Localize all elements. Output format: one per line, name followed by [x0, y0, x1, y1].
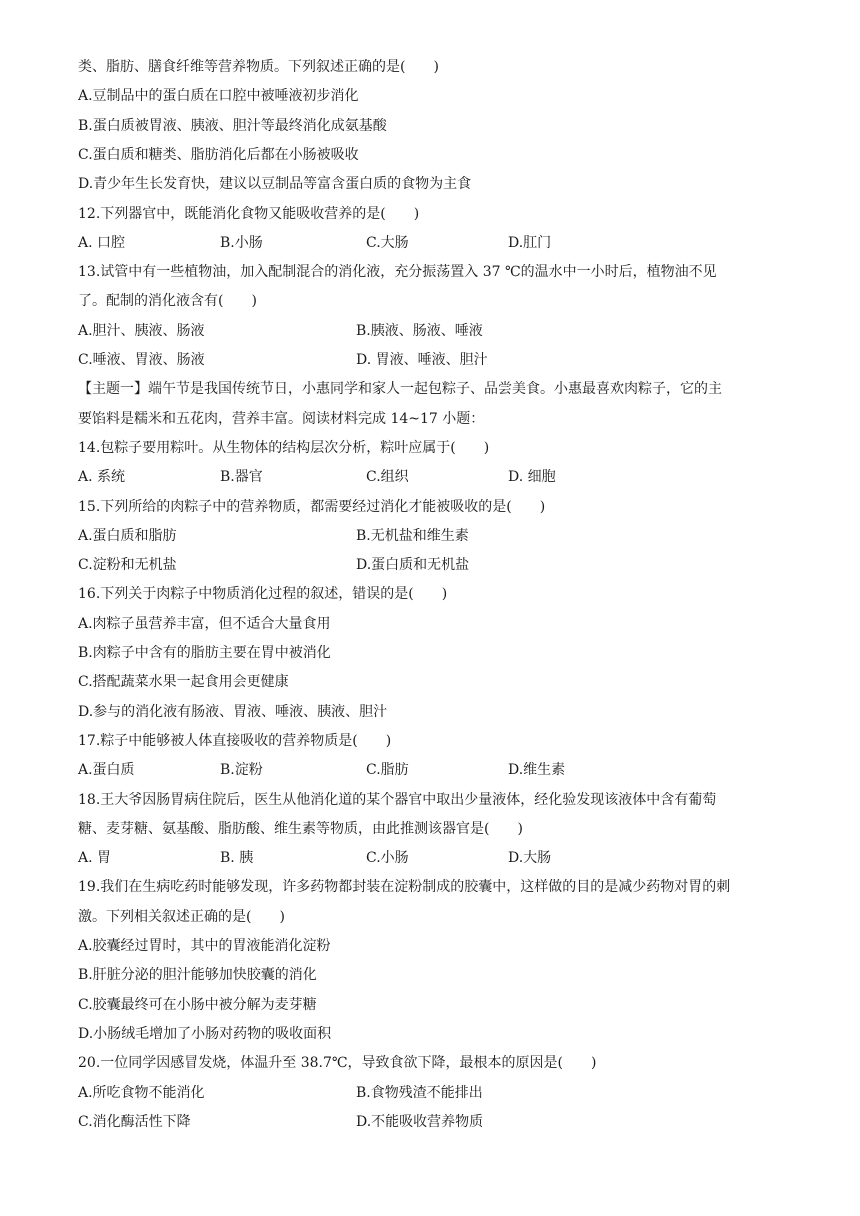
answer-option: C.脂肪 [366, 762, 409, 779]
answer-option: C.小肠 [366, 850, 409, 867]
answer-option: D.蛋白质和无机盐 [356, 557, 470, 574]
text-line: A.豆制品中的蛋白质在口腔中被唾液初步消化 [78, 88, 359, 105]
text-line: 【主题一】端午节是我国传统节日，小惠同学和家人一起包粽子、品尝美食。小惠最喜欢肉粽子，它的主 [78, 381, 722, 398]
text-line: 19.我们在生病吃药时能够发现，许多药物都封装在淀粉制成的胶囊中，这样做的目的是减少药物对胃的刺 [78, 879, 731, 896]
answer-option: D.肛门 [508, 234, 552, 251]
text-line: B.蛋白质被胃液、胰液、胆汁等最终消化成氨基酸 [78, 117, 387, 134]
answer-option: C.淀粉和无机盐 [78, 557, 177, 574]
text-line: C.胶囊最终可在小肠中被分解为麦芽糖 [78, 996, 317, 1013]
answer-option: A. 胃 [78, 850, 112, 867]
text-line: A.肉粽子虽营养丰富，但不适合大量食用 [78, 615, 331, 632]
options-row [78, 350, 790, 370]
text-line: 类、脂肪、膳食纤维等营养物质。下列叙述正确的是( ) [78, 59, 439, 75]
answer-option: B.胰液、肠液、唾液 [356, 322, 483, 339]
text-line: A.胶囊经过胃时，其中的胃液能消化淀粉 [78, 938, 331, 954]
text-line: D.青少年生长发育快，建议以豆制品等富含蛋白质的食物为主食 [78, 176, 472, 193]
text-line: B.肉粽子中含有的脂肪主要在胃中被消化 [78, 645, 331, 661]
text-line: D.参与的消化液有肠液、胃液、唾液、胰液、胆汁 [78, 703, 388, 720]
text-line: B.肝脏分泌的胆汁能够加快胶囊的消化 [78, 967, 317, 984]
answer-option: D.不能吸收营养物质 [356, 1113, 484, 1130]
answer-option: B.小肠 [220, 234, 263, 251]
options-row [78, 321, 790, 341]
text-line: D.小肠绒毛增加了小肠对药物的吸收面积 [78, 1025, 332, 1042]
text-line: 14.包粽子要用粽叶。从生物体的结构层次分析，粽叶应属于( ) [78, 439, 490, 456]
answer-option: C.唾液、胃液、肠液 [78, 352, 205, 368]
options-row [78, 526, 790, 546]
text-line: 16.下列关于肉粽子中物质消化过程的叙述，错误的是( ) [78, 586, 448, 603]
text-line: 20.一位同学因感冒发烧，体温升至 38.7℃，导致食欲下降，最根本的原因是( ) [78, 1055, 597, 1072]
options-row [78, 555, 790, 575]
answer-option: C.大肠 [366, 234, 409, 251]
options-row [78, 233, 790, 253]
text-line: 了。配制的消化液含有( ) [78, 293, 257, 310]
text-line: 15.下列所给的肉粽子中的营养物质，都需要经过消化才能被吸收的是( ) [78, 498, 546, 515]
answer-option: C.消化酶活性下降 [78, 1113, 191, 1130]
text-line: C.搭配蔬菜水果一起食用会更健康 [78, 674, 289, 691]
text-line: 13.试管中有一些植物油，加入配制混合的消化液，充分振荡置入 37 ℃的温水中一小时后，植物油不见 [78, 264, 717, 281]
text-line: 18.王大爷因肠胃病住院后，医生从他消化道的某个器官中取出少量液体，经化验发现该液体中含有葡萄 [78, 791, 717, 808]
options-row [78, 760, 790, 780]
answer-option: A.胆汁、胰液、肠液 [78, 322, 205, 339]
text-line: 12.下列器官中，既能消化食物又能吸收营养的是( ) [78, 205, 420, 222]
answer-option: C.组织 [366, 469, 409, 486]
answer-option: D. 细胞 [508, 469, 556, 486]
text-line: 激。下列相关叙述正确的是( ) [78, 908, 285, 925]
answer-option: D.维生素 [508, 762, 566, 779]
text-line: 糖、麦芽糖、氨基酸、脂肪酸、维生素等物质，由此推测该器官是( ) [78, 820, 523, 837]
answer-option: B.器官 [220, 469, 263, 486]
options-row [78, 1083, 790, 1103]
options-row [78, 848, 790, 868]
options-row [78, 467, 790, 487]
text-line: C.蛋白质和糖类、脂肪消化后都在小肠被吸收 [78, 146, 359, 163]
answer-option: B. 胰 [220, 850, 254, 867]
answer-option: A. 系统 [78, 469, 126, 486]
answer-option: A.蛋白质 [78, 762, 135, 779]
answer-option: B.无机盐和维生素 [356, 527, 469, 544]
options-row [78, 1112, 790, 1132]
answer-option: B.食物残渣不能排出 [356, 1084, 483, 1101]
answer-option: A.所吃食物不能消化 [78, 1084, 205, 1101]
answer-option: D.大肠 [508, 850, 552, 867]
answer-option: A. 口腔 [78, 234, 126, 251]
answer-option: B.淀粉 [220, 762, 263, 779]
text-line: 17.粽子中能够被人体直接吸收的营养物质是( ) [78, 732, 392, 749]
answer-option: D. 胃液、唾液、胆汁 [356, 352, 488, 368]
answer-option: A.蛋白质和脂肪 [78, 527, 177, 544]
text-line: 要馅料是糯米和五花肉，营养丰富。阅读材料完成 14~17 小题： [78, 410, 485, 427]
